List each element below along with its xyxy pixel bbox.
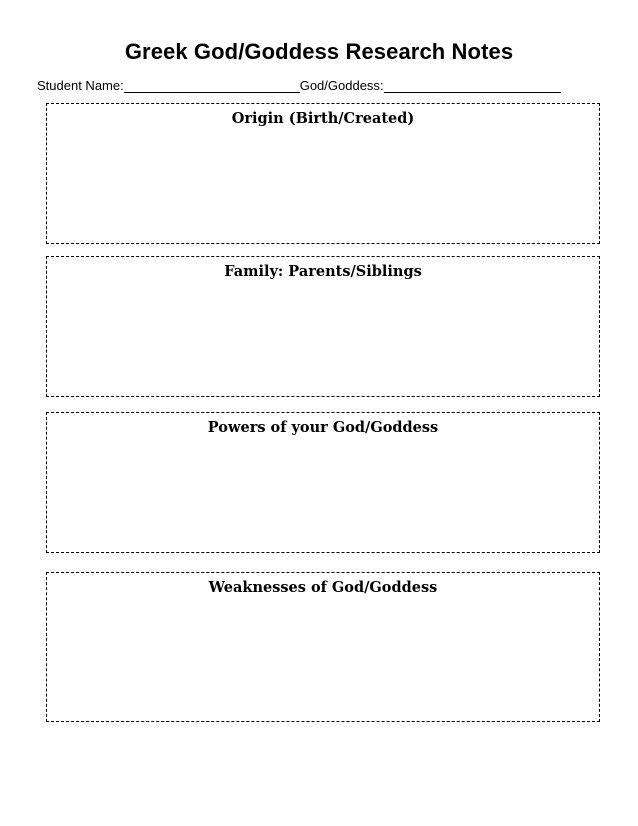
- god-goddess-blank[interactable]: [384, 78, 561, 93]
- student-name-label: Student Name:: [37, 78, 124, 93]
- section-title-family: Family: Parents/Siblings: [224, 263, 422, 280]
- section-family[interactable]: [46, 256, 600, 397]
- section-weaknesses[interactable]: [46, 572, 600, 722]
- section-powers[interactable]: [46, 412, 600, 553]
- section-title-origin: Origin (Birth/Created): [231, 110, 415, 127]
- section-origin[interactable]: [46, 103, 600, 244]
- god-goddess-label: God/Goddess:: [299, 78, 384, 93]
- section-title-weaknesses: Weaknesses of God/Goddess: [208, 579, 438, 596]
- student-name-blank[interactable]: [124, 78, 300, 93]
- page-title: Greek God/Goddess Research Notes: [124, 39, 514, 64]
- header-fields: [37, 74, 561, 94]
- section-title-powers: Powers of your God/Goddess: [207, 419, 439, 436]
